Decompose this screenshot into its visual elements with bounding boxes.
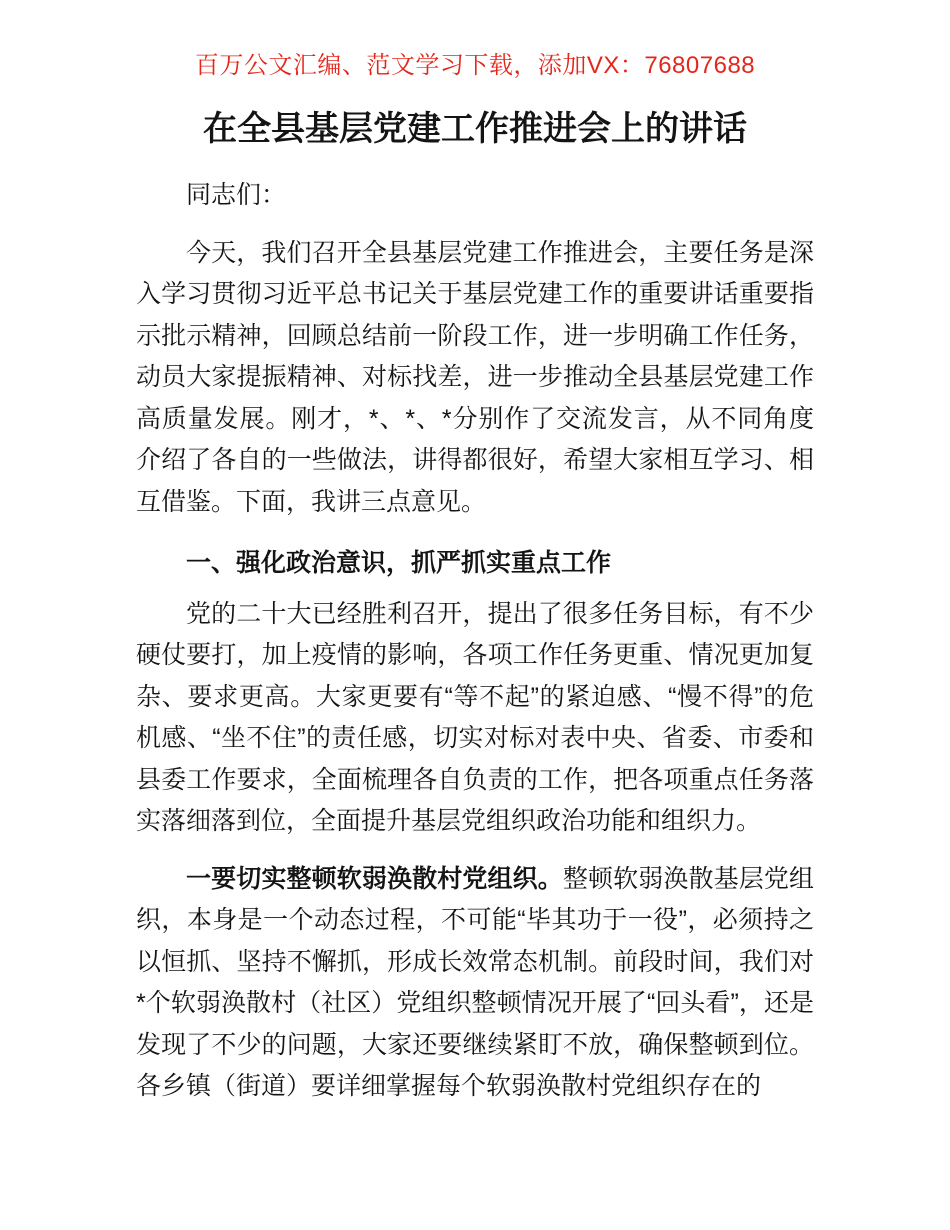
section-heading-1: 一、强化政治意识，抓严抓实重点工作 (186, 549, 612, 577)
document-title: 在全县基层党建工作推进会上的讲话 (203, 110, 747, 148)
watermark-text: 百万公文汇编、范文学习下载，添加VX：76807688 (194, 52, 756, 79)
paragraph-rectify-rest: 整顿软弱涣散基层党组织，本身是一个动态过程，不可能“毕其功于一役”，必须持之以恒抓、坚持不懈抓，形成长效常态机制。前段时间，我们对*个软弱涣散村（社区）党组织整顿情况开展了“回头看”，还是发现了不少的问题，大家还要继续紧盯不放，确保整顿到位。各乡镇（街道）要详细掌握每个软弱涣散村党组织存在的 (136, 864, 814, 1100)
paragraph-section1: 党的二十大已经胜利召开，提出了很多任务目标，有不少硬仗要打，加上疫情的影响，各项工作任务更重、情况更加复杂、要求更高。大家更要有“等不起”的紧迫感、“慢不得”的危机感、“坐不住”的责任感，切实对标对表中央、省委、市委和县委工作要求，全面梳理各自负责的工作，把各项重点任务落实落细落到位，全面提升基层党组织政治功能和组织力。 (136, 599, 814, 835)
paragraph-intro: 今天，我们召开全县基层党建工作推进会，主要任务是深入学习贯彻习近平总书记关于基层党建工作的重要讲话重要指示批示精神，回顾总结前一阶段工作，进一步明确工作任务，动员大家提振精神、对标找差，进一步推动全县基层党建工作高质量发展。刚才，*、*、*分别作了交流发言，从不同角度介绍了各自的一些做法，讲得都很好，希望大家相互学习、相互借鉴。下面，我讲三点意见。 (136, 238, 814, 516)
salutation: 同志们： (186, 181, 287, 209)
paragraph-rectify (136, 859, 814, 1108)
document-body (136, 175, 814, 1108)
paragraph-rectify-lead: 一要切实整顿软弱涣散村党组织。 (186, 864, 563, 893)
